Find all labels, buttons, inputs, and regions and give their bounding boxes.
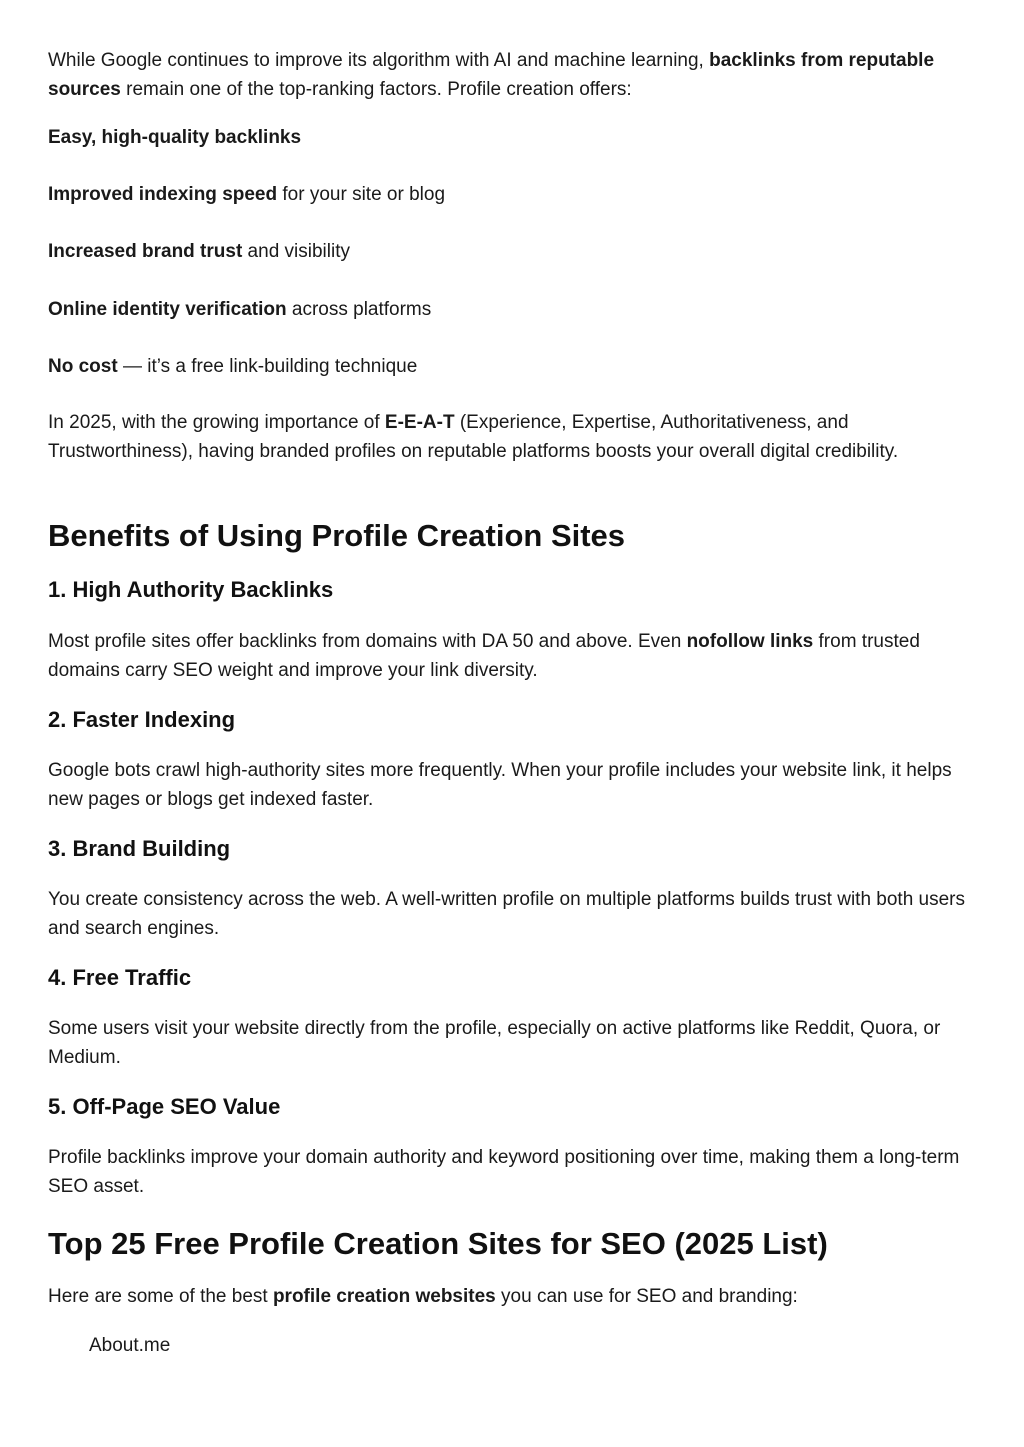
top-sites-intro-a: Here are some of the best (48, 1286, 273, 1307)
eeat-text: In 2025, with the growing importance of (48, 412, 385, 433)
benefit-text-bold: nofollow links (686, 631, 814, 652)
offer-bold: No cost (48, 356, 118, 377)
benefits-heading: Benefits of Using Profile Creation Sites (48, 518, 626, 553)
benefit-title: 2. Faster Indexing (48, 707, 236, 732)
offer-bold: Online identity verification (48, 299, 287, 320)
benefit-text (48, 627, 978, 685)
eeat-paragraph (48, 408, 978, 466)
offer-item (48, 180, 978, 209)
offer-item (48, 295, 978, 324)
offer-bold: Easy, high-quality backlinks (48, 127, 302, 148)
offer-item (48, 352, 978, 381)
top-sites-intro (48, 1282, 978, 1311)
intro-text-end: remain one of the top-ranking factors. Profile creation offers: (120, 79, 632, 100)
offer-text: and visibility (242, 241, 350, 262)
benefit-title: 5. Off-Page SEO Value (48, 1094, 281, 1119)
benefit-title: 3. Brand Building (48, 836, 231, 861)
eeat-text-end: (Experience, Expertise, Authoritativeness, and Trustworthiness), having branded profiles on reputable platforms boosts your overall digital credibility. (48, 412, 899, 462)
benefit-text: Profile backlinks improve your domain authority and keyword positioning over time, making them a long-term SEO asset. (48, 1147, 960, 1197)
benefit-title: 4. Free Traffic (48, 965, 192, 990)
benefit-text: Google bots crawl high-authority sites more frequently. When your profile includes your website link, it helps new pages or blogs get indexed faster. (48, 760, 952, 810)
top-sites-intro-bold: profile creation websites (272, 1286, 496, 1307)
benefit-title: 1. High Authority Backlinks (48, 577, 334, 602)
offer-bold: Increased brand trust (48, 241, 243, 262)
offer-item (48, 123, 978, 152)
offer-text: for your site or blog (277, 184, 446, 205)
benefit-text: Some users visit your website directly from the profile, especially on active platforms like Reddit, Quora, or Medium. (48, 1018, 941, 1068)
benefit-text: You create consistency across the web. A well-written profile on multiple platforms builds trust with both users and search engines. (48, 889, 966, 939)
offer-text: — it’s a free link-building technique (117, 356, 418, 377)
benefit-text-a: Most profile sites offer backlinks from domains with DA 50 and above. Even (48, 631, 687, 652)
eeat-bold: E-E-A-T (384, 412, 455, 433)
intro-paragraph (48, 46, 978, 104)
site-list-item: About.me (89, 1335, 171, 1356)
benefit-text-c: from trusted domains carry SEO weight and improve your link diversity. (48, 631, 920, 681)
intro-bold: backlinks from reputable sources (48, 50, 935, 100)
intro-text: While Google continues to improve its algorithm with AI and machine learning, (48, 50, 710, 71)
top-sites-intro-c: you can use for SEO and branding: (495, 1286, 798, 1307)
offer-item (48, 237, 978, 266)
top-sites-heading: Top 25 Free Profile Creation Sites for SEO (2025 List) (48, 1226, 828, 1261)
offer-bold: Improved indexing speed (48, 184, 278, 205)
offer-text: across platforms (286, 299, 432, 320)
